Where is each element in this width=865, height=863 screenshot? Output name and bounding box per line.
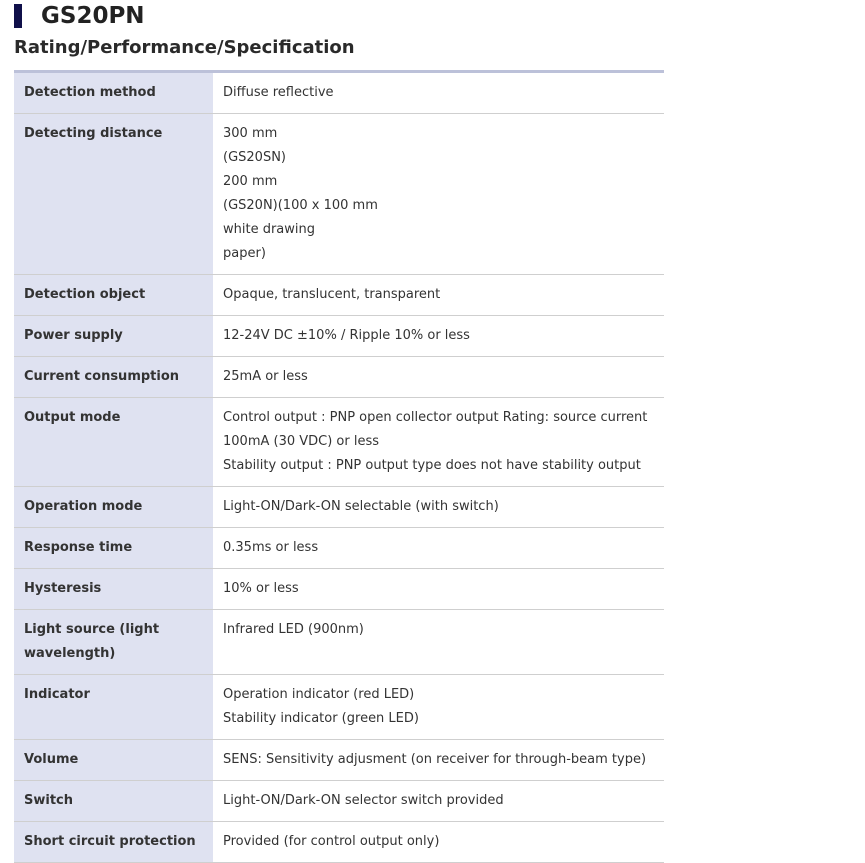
table-row <box>14 528 664 569</box>
value-line: 25mA or less <box>223 369 308 384</box>
table-row <box>14 822 664 863</box>
row-value <box>213 610 664 675</box>
page-title: GS20PN <box>41 3 145 29</box>
table-row <box>14 275 664 316</box>
row-label: Detecting distance <box>14 114 213 275</box>
row-label <box>14 610 213 675</box>
table-row <box>14 357 664 398</box>
value-line: Control output : PNP open collector output Rating: source current <box>223 410 648 425</box>
row-value <box>213 398 664 487</box>
row-value <box>213 275 664 316</box>
table-row <box>14 569 664 610</box>
row-label: Detection method <box>14 72 213 114</box>
row-label: Current consumption <box>14 357 213 398</box>
value-line: white drawing <box>223 222 316 237</box>
page-title-row <box>14 2 145 30</box>
table-row <box>14 398 664 487</box>
label-line: wavelength) <box>24 646 116 661</box>
row-value <box>213 528 664 569</box>
value-line: 0.35ms or less <box>223 540 319 555</box>
value-line: Diffuse reflective <box>223 85 334 100</box>
value-line: 100mA (30 VDC) or less <box>223 434 380 449</box>
row-label: Operation mode <box>14 487 213 528</box>
value-line: Stability indicator (green LED) <box>223 711 419 726</box>
value-line: Opaque, translucent, transparent <box>223 287 441 302</box>
row-value <box>213 569 664 610</box>
value-line: 10% or less <box>223 581 299 596</box>
value-line: (GS20SN) <box>223 150 286 165</box>
row-label: Detection object <box>14 275 213 316</box>
value-line: 200 mm <box>223 174 278 189</box>
value-line: Infrared LED (900nm) <box>223 622 364 637</box>
value-line: 12-24V DC ±10% / Ripple 10% or less <box>223 328 470 343</box>
table-row <box>14 610 664 675</box>
table-row <box>14 114 664 275</box>
value-line: SENS: Sensitivity adjusment (on receiver for through-beam type) <box>223 752 647 767</box>
row-value <box>213 114 664 275</box>
row-value <box>213 675 664 740</box>
title-accent-bar <box>14 4 22 28</box>
value-line: paper) <box>223 246 266 261</box>
table-row <box>14 487 664 528</box>
spec-table <box>14 70 664 863</box>
row-value <box>213 487 664 528</box>
row-label: Hysteresis <box>14 569 213 610</box>
row-value <box>213 357 664 398</box>
value-line: Stability output : PNP output type does not have stability output <box>223 458 641 473</box>
table-row <box>14 72 664 114</box>
value-line: (GS20N)(100 x 100 mm <box>223 198 378 213</box>
row-label: Short circuit protection <box>14 822 213 863</box>
value-line: Light-ON/Dark-ON selectable (with switch) <box>223 499 499 514</box>
section-subtitle: Rating/Performance/Specification <box>14 37 355 58</box>
row-label: Power supply <box>14 316 213 357</box>
row-value <box>213 740 664 781</box>
value-line: Light-ON/Dark-ON selector switch provided <box>223 793 504 808</box>
row-value <box>213 72 664 114</box>
value-line: Operation indicator (red LED) <box>223 687 415 702</box>
table-row <box>14 675 664 740</box>
label-line: Light source (light <box>24 622 160 637</box>
table-row <box>14 781 664 822</box>
row-label: Indicator <box>14 675 213 740</box>
row-value <box>213 822 664 863</box>
row-label: Output mode <box>14 398 213 487</box>
table-row <box>14 740 664 781</box>
table-row <box>14 316 664 357</box>
value-line: Provided (for control output only) <box>223 834 440 849</box>
row-label: Switch <box>14 781 213 822</box>
row-label: Response time <box>14 528 213 569</box>
row-label: Volume <box>14 740 213 781</box>
row-value <box>213 316 664 357</box>
value-line: 300 mm <box>223 126 278 141</box>
row-value <box>213 781 664 822</box>
